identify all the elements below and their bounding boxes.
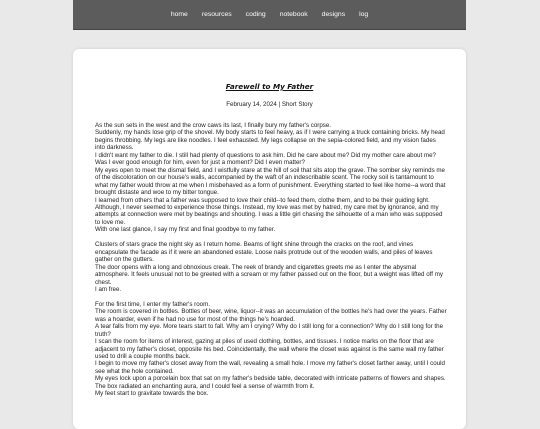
- paragraph: Clusters of stars grace the night sky as I return home. Beams of light shine through the cracks on the roof, and vines encapsulate the facade as if it were an abandoned estate. Loose nails protrude out of the wooden walls, and piles of leaves gather on the gutters.: [95, 241, 433, 264]
- post-card: [73, 49, 466, 429]
- post-body: [95, 122, 447, 398]
- paragraph: I scan the room for items of interest, gazing at piles of used clothing, bottles, and tissues. I notice marks on the floor that are adjacent to my father's closet, opposite his bed. Coincidentally, the wall where the closet was against is the same wall my father used to drill a couple months back.: [95, 338, 444, 361]
- paragraph: My feet start to gravitate towards the box.: [95, 390, 209, 398]
- paragraph: I learned from others that a father was supposed to love their child--to feed them, clothe them, and to be their guiding light. Although, I never seemed to experience those things. Instead, my love was met by hatred, my care met by ignorance, and my attempts at connection were met by beatings and shouting. I was a little girl chasing the silhouette of a man who was supposed to love me.: [95, 196, 443, 226]
- nav-link-coding[interactable]: coding: [245, 11, 266, 18]
- post-title: Farewell to My Father: [225, 82, 314, 91]
- paragraph: I begin to move my father's closet away from the wall, revealing a small hole. I move my father's closet farther away, until I could see what the hole contained.: [95, 360, 445, 375]
- paragraph: With one last glance, I say my first and final goodbye to my father.: [95, 226, 276, 234]
- paragraph: My eyes open to meet the dismal field, and I wistfully stare at the hill of soil that sits atop the grave. The somber sky reminds me of the discoloration on our house's walls, accompanied by the waft of an indescribable scent. The rocky soil is tantamount to what my father would throw at me when I misbehaved as a form of punishment. Everything started to feel like home--a word that brought distaste and woe to my bitter tongue.: [95, 166, 446, 197]
- paragraph-gap: [95, 234, 447, 241]
- nav-link-designs[interactable]: designs: [321, 11, 346, 18]
- paragraph: As the sun sets in the west and the crow caws its last, I finally bury my father's corpse.: [95, 122, 332, 129]
- paragraph: A tear falls from my eye. More tears start to fall. Why am I crying? Why do I still long for a connection? Why do I still long for the truth?: [95, 323, 444, 338]
- paragraph: For the first time, I enter my father's room.: [95, 300, 210, 308]
- paragraph: The door opens with a long and obnoxious creak. The reek of brandy and cigarettes greets me as I enter the abysmal atmosphere. It feels unusual not to be greeted with a scream or my father passed out on the floor, but a weight was lifted off my chest.: [95, 263, 443, 286]
- paragraph-gap: [95, 293, 447, 300]
- paragraph: My eyes lock upon a porcelain box that sat on my father's bedside table, decorated with intricate patterns of flowers and shapes. The box radiated an enchanting aura, and I could feel a sense of warmth from it.: [95, 375, 446, 390]
- nav-link-resources[interactable]: resources: [201, 11, 232, 18]
- nav-link-home[interactable]: home: [170, 11, 188, 18]
- top-navbar: [73, 0, 466, 30]
- nav-link-notebook[interactable]: notebook: [279, 11, 308, 18]
- paragraph: The room is covered in bottles. Bottles of beer, wine, liquor--it was an accumulation of the bottles he's had over the years. Father was a hoarder, even if he had no use for most of the things he's hoarded.: [95, 308, 447, 323]
- paragraph: I am free.: [95, 285, 122, 293]
- paragraph: Suddenly, my hands lose grip of the shovel. My body starts to feel heavy, as if I were carrying a truck containing bricks. My head begins throbbing. My legs are like noodles. I feel exhausted. My legs collapse on the sepia-colored field, and my vision fades into darkness.: [95, 129, 445, 152]
- post-meta: February 14, 2024 | Short Story: [226, 101, 313, 108]
- paragraph: I didn't want my father to die. I still had plenty of questions to ask him. Did he care about me? Did my mother care about me? Was I ever good enough for him, even for just a moment? Did I even matter?: [95, 151, 436, 167]
- nav-link-log[interactable]: log: [359, 11, 369, 18]
